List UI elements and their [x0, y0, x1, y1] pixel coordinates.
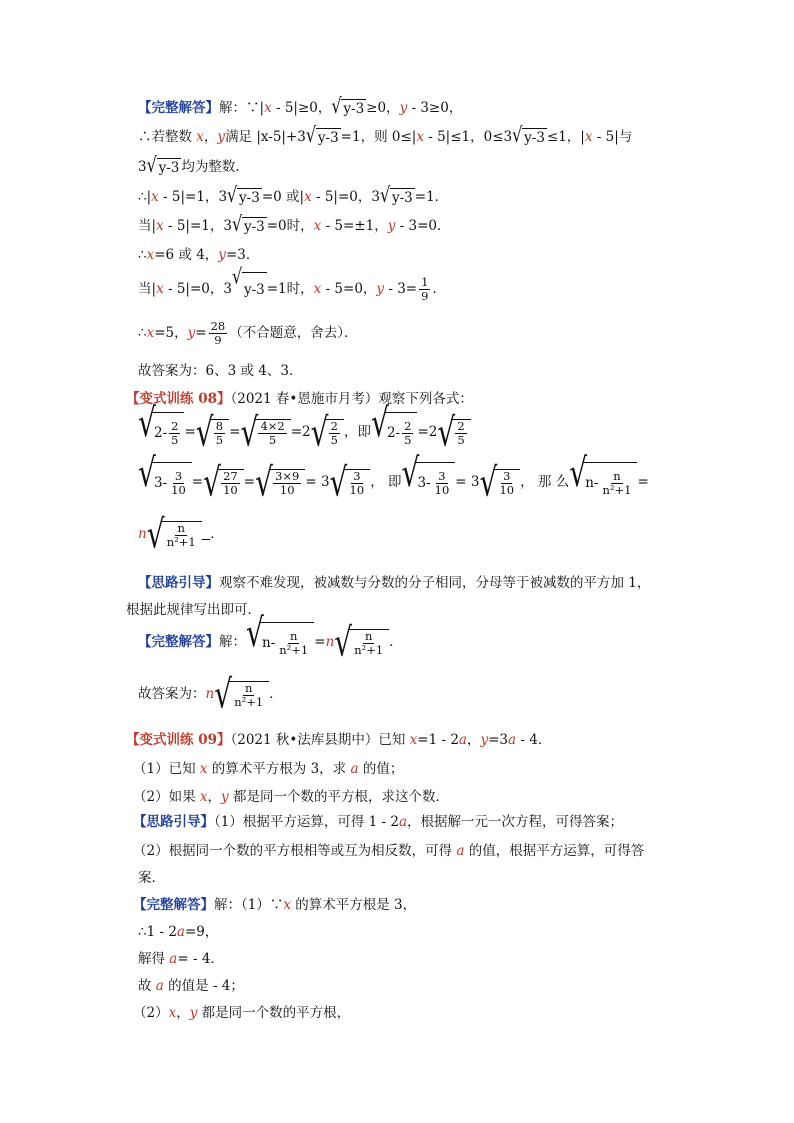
denominator: 9	[421, 289, 429, 303]
fraction	[419, 276, 430, 303]
numerator: 1	[421, 275, 429, 289]
radicand: n- $\frac{n}{\text{n²+1}}$	[583, 462, 637, 503]
numerator: 3	[438, 468, 446, 483]
denominator: 10	[499, 482, 515, 497]
radical-sign: √	[305, 122, 317, 148]
answer-09-line-1: 【完整解答】解：（1）∵x 的算术平方根是 3，	[133, 897, 417, 913]
fraction	[348, 470, 367, 497]
solution-line-1: 【完整解答】解：∵|x - 5|≥0， √ y-3 ≥0，y - 3≥0，	[138, 99, 462, 118]
radicand: y-3	[242, 272, 267, 307]
sqrt-expression	[334, 618, 389, 665]
solution-line-6: ∴x=6 或 4，y=3．	[138, 247, 260, 263]
hint-09-line-3: 案．	[138, 870, 165, 886]
denominator: 5	[268, 432, 277, 447]
radical-sign: √	[203, 458, 221, 505]
sqrt-expression	[138, 399, 184, 453]
radical-sign: √	[146, 152, 157, 178]
exercise-09-part-1: （1）已知 x 的算术平方根为 3，求 a 的值；	[133, 761, 404, 777]
denominator: n²+1	[354, 642, 384, 657]
sqrt-expression	[231, 264, 267, 307]
sqrt-expression	[479, 458, 520, 505]
radical-sign: √	[227, 182, 238, 208]
sqrt-expression	[214, 670, 269, 717]
sqrt-expression	[195, 408, 229, 455]
radical-sign: √	[479, 458, 498, 505]
fraction	[165, 522, 198, 549]
denominator: 10	[279, 482, 295, 497]
fraction	[232, 682, 265, 709]
fraction	[221, 470, 240, 497]
denominator: n²+1	[166, 534, 196, 549]
numerator: 3	[503, 468, 511, 483]
sqrt-expression	[512, 122, 547, 148]
answer-09-line-2: ∴1 - 2a=9，	[138, 924, 219, 940]
fraction	[214, 420, 225, 447]
numerator: 2	[457, 418, 465, 433]
numerator: n	[365, 628, 373, 643]
answer-08-line-2: 故答案为：n √ $\frac{n}{\text{n²+1}}$ ．	[138, 670, 283, 717]
denominator: n²+1	[602, 482, 632, 497]
sqrt-expression	[227, 182, 262, 208]
solution-line-7: 当|x - 5|=0，3 √ y-3 =1时，x - 5=0，y - 3= $\frac{1}{9}$ ．	[138, 272, 446, 307]
numerator: n	[613, 468, 621, 483]
radicand	[161, 521, 202, 549]
radical-sign: √	[231, 211, 243, 237]
denominator: n²+1	[234, 694, 264, 709]
answer-09-line-4: 故 a 的值是 - 4；	[138, 978, 244, 994]
numerator: 2	[171, 418, 179, 433]
radicand: n- $\frac{n}{\text{n²+1}}$	[260, 622, 314, 663]
radical-sign: √	[437, 408, 456, 455]
denominator: 5	[404, 432, 412, 447]
solution-line-3: 3 √ y-3 均为整数．	[138, 158, 249, 177]
hint-09-line-1: 【思路引导】（1）根据平方运算，可得 1 - 2a，根据解一元一次方程，可得答案；	[133, 814, 624, 830]
denominator: 10	[434, 482, 450, 497]
numerator: 3×9	[275, 468, 300, 483]
fraction	[600, 470, 633, 497]
numerator: 28	[210, 319, 226, 333]
fraction	[209, 320, 228, 347]
sqrt-expression	[331, 93, 366, 119]
radicand: y-3	[158, 160, 180, 176]
radical-sign: √	[138, 449, 156, 496]
radicand: 3- $\frac{3}{10}$	[152, 462, 192, 503]
sqrt-expression	[146, 152, 182, 178]
radical-sign: √	[231, 264, 243, 289]
hint-08-line-1: 【思路引导】观察不难发现，被减数与分数的分子相同，分母等于被减数的平方加 1，	[138, 575, 651, 591]
denominator: 10	[171, 482, 186, 497]
fraction	[352, 630, 385, 657]
radicand: y-3	[317, 130, 339, 146]
sqrt-expression	[569, 449, 637, 503]
hint-09-line-2: （2）根据同一个数的平方根相等或互为相反数，可得 a 的值，根据平方运算，可得答	[133, 843, 645, 859]
radical-sign: √	[379, 182, 391, 208]
exercise-09-part-2: （2）如果 x，y 都是同一个数的平方根，求这个数．	[133, 789, 449, 805]
sqrt-expression	[329, 458, 371, 505]
radical-sign: √	[138, 399, 156, 446]
radical-sign: √	[370, 399, 389, 446]
sqrt-expression	[203, 458, 244, 505]
denominator: 5	[215, 432, 224, 447]
exercise-08-tag: 【变式训练 08】	[126, 391, 231, 407]
exercise-09-tag: 【变式训练 09】	[126, 732, 231, 748]
sqrt-expression	[246, 609, 314, 663]
radicand: y-3	[343, 101, 365, 117]
sqrt-expression	[231, 211, 267, 237]
radical-sign: √	[512, 122, 523, 148]
exercise-08-line-1: √ 2- $\frac{2}{5}$ = √ $\frac{8}{5}$ = √ $\frac{4\times 2}{5}$ =2 √ $\frac{2}{5}$ ，即 √ 2- $\frac{2}{5}$ =2 √ $\frac{2}{5}$	[138, 412, 471, 453]
sqrt-expression	[305, 122, 341, 148]
radicand: y-3	[391, 190, 413, 206]
sqrt-expression	[255, 458, 305, 505]
radicand: 3- $\frac{3}{10}$	[415, 462, 455, 503]
solution-line-2: ∴若整数 x，y满足 |x-5|+3 √ y-3 =1，则 0≤|x - 5|≤1，0≤3 √ y-3 ≤1，|x - 5|与	[138, 128, 632, 147]
radicand: y-3	[239, 190, 260, 206]
fraction	[258, 420, 286, 447]
exercise-08-line-2: √ 3- $\frac{3}{10}$ = √ $\frac{27}{10}$ = √ $\frac{3\times 9}{10}$ = 3 √ $\frac{3}{10}$ ， 即 √ 3- $\frac{3}{10}$ = 3 √ $\frac{3}{10}$ ， 那 么 √ n- $\frac{n}{\text{n²+1}}$ =	[138, 462, 649, 503]
fraction	[497, 470, 516, 497]
radicand	[348, 629, 389, 657]
fraction	[169, 420, 180, 447]
radical-sign: √	[214, 670, 233, 717]
radicand: 2- $\frac{2}{5}$	[152, 412, 184, 453]
numerator: 27	[223, 468, 238, 483]
sqrt-expression	[437, 408, 470, 455]
solution-line-9: 故答案为：6、3 或 4、3．	[138, 363, 303, 379]
solution-line-5: 当|x - 5|=1，3 √ y-3 =0时，x - 5=±1，y - 3=0．	[138, 217, 451, 236]
answer-08-line-1: 【完整解答】解： √ n- $\frac{n}{\text{n²+1}}$ =n √ $\frac{n}{\text{n²+1}}$ ．	[138, 622, 403, 663]
denominator: 5	[171, 432, 179, 447]
numerator: n	[177, 520, 185, 535]
numerator: n	[244, 680, 253, 695]
radicand	[228, 681, 269, 709]
radicand: 2- $\frac{2}{5}$	[385, 412, 417, 453]
numerator: 8	[215, 418, 224, 433]
numerator: 2	[330, 418, 338, 433]
sqrt-expression	[401, 449, 455, 503]
exercise-09-heading: 【变式训练 09】（2021 秋•法库县期中）已知 x=1 - 2a，y=3a - 4．	[126, 732, 552, 748]
numerator: 4×2	[260, 418, 285, 433]
exercise-08-line-3: n √ $\frac{n}{\text{n²+1}}$ ．	[138, 510, 224, 557]
numerator: 2	[404, 418, 412, 433]
sqrt-expression	[310, 408, 344, 455]
radical-sign: √	[329, 458, 348, 505]
radicand	[254, 419, 290, 447]
sqrt-expression	[138, 449, 192, 503]
fraction	[329, 420, 340, 447]
radical-sign: √	[569, 449, 588, 496]
radicand: y-3	[243, 219, 265, 235]
solution-line-8: ∴x=5，y= $\frac{28}{9}$ （不合题意，舍去）．	[138, 319, 358, 347]
radical-sign: √	[195, 408, 214, 455]
hint-08-line-2: 根据此规律写出即可．	[126, 602, 261, 618]
sqrt-expression	[370, 399, 417, 453]
denominator: 5	[330, 432, 338, 447]
sqrt-expression	[379, 182, 415, 208]
radical-sign: √	[331, 93, 342, 119]
radical-sign: √	[310, 408, 329, 455]
numerator: n	[290, 628, 298, 643]
radical-sign: √	[246, 609, 264, 656]
answer-09-line-3: 解得 a= - 4．	[138, 951, 224, 967]
exercise-08-heading: 【变式训练 08】（2021 春•恩施市月考）观察下列各式：	[126, 391, 473, 407]
complete-answer-tag: 【完整解答】	[138, 100, 219, 116]
radical-sign: √	[255, 458, 273, 505]
fraction	[455, 420, 466, 447]
denominator: 10	[349, 482, 365, 497]
fraction	[277, 630, 310, 657]
denominator: 9	[214, 333, 222, 347]
radical-sign: √	[334, 618, 353, 665]
denominator: 10	[223, 482, 238, 497]
numerator: 3	[174, 468, 183, 483]
radical-sign: √	[401, 449, 420, 496]
numerator: 3	[353, 468, 361, 483]
fraction	[273, 470, 301, 497]
radical-sign: √	[240, 408, 259, 455]
fraction	[169, 470, 188, 497]
sqrt-expression	[240, 408, 290, 455]
radicand	[269, 469, 305, 497]
answer-09-line-5: （2）x，y 都是同一个数的平方根，	[133, 1005, 351, 1021]
denominator: 5	[457, 432, 465, 447]
radical-sign: √	[146, 510, 165, 557]
radicand: y-3	[524, 130, 545, 146]
hint-tag: 【思路引导】	[138, 575, 219, 591]
fraction	[402, 420, 413, 447]
solution-line-4: ∴|x - 5|=1，3 √ y-3 =0 或|x - 5|=0，3 √ y-3 =1．	[138, 188, 448, 207]
denominator: n²+1	[279, 642, 309, 657]
fraction	[433, 470, 452, 497]
